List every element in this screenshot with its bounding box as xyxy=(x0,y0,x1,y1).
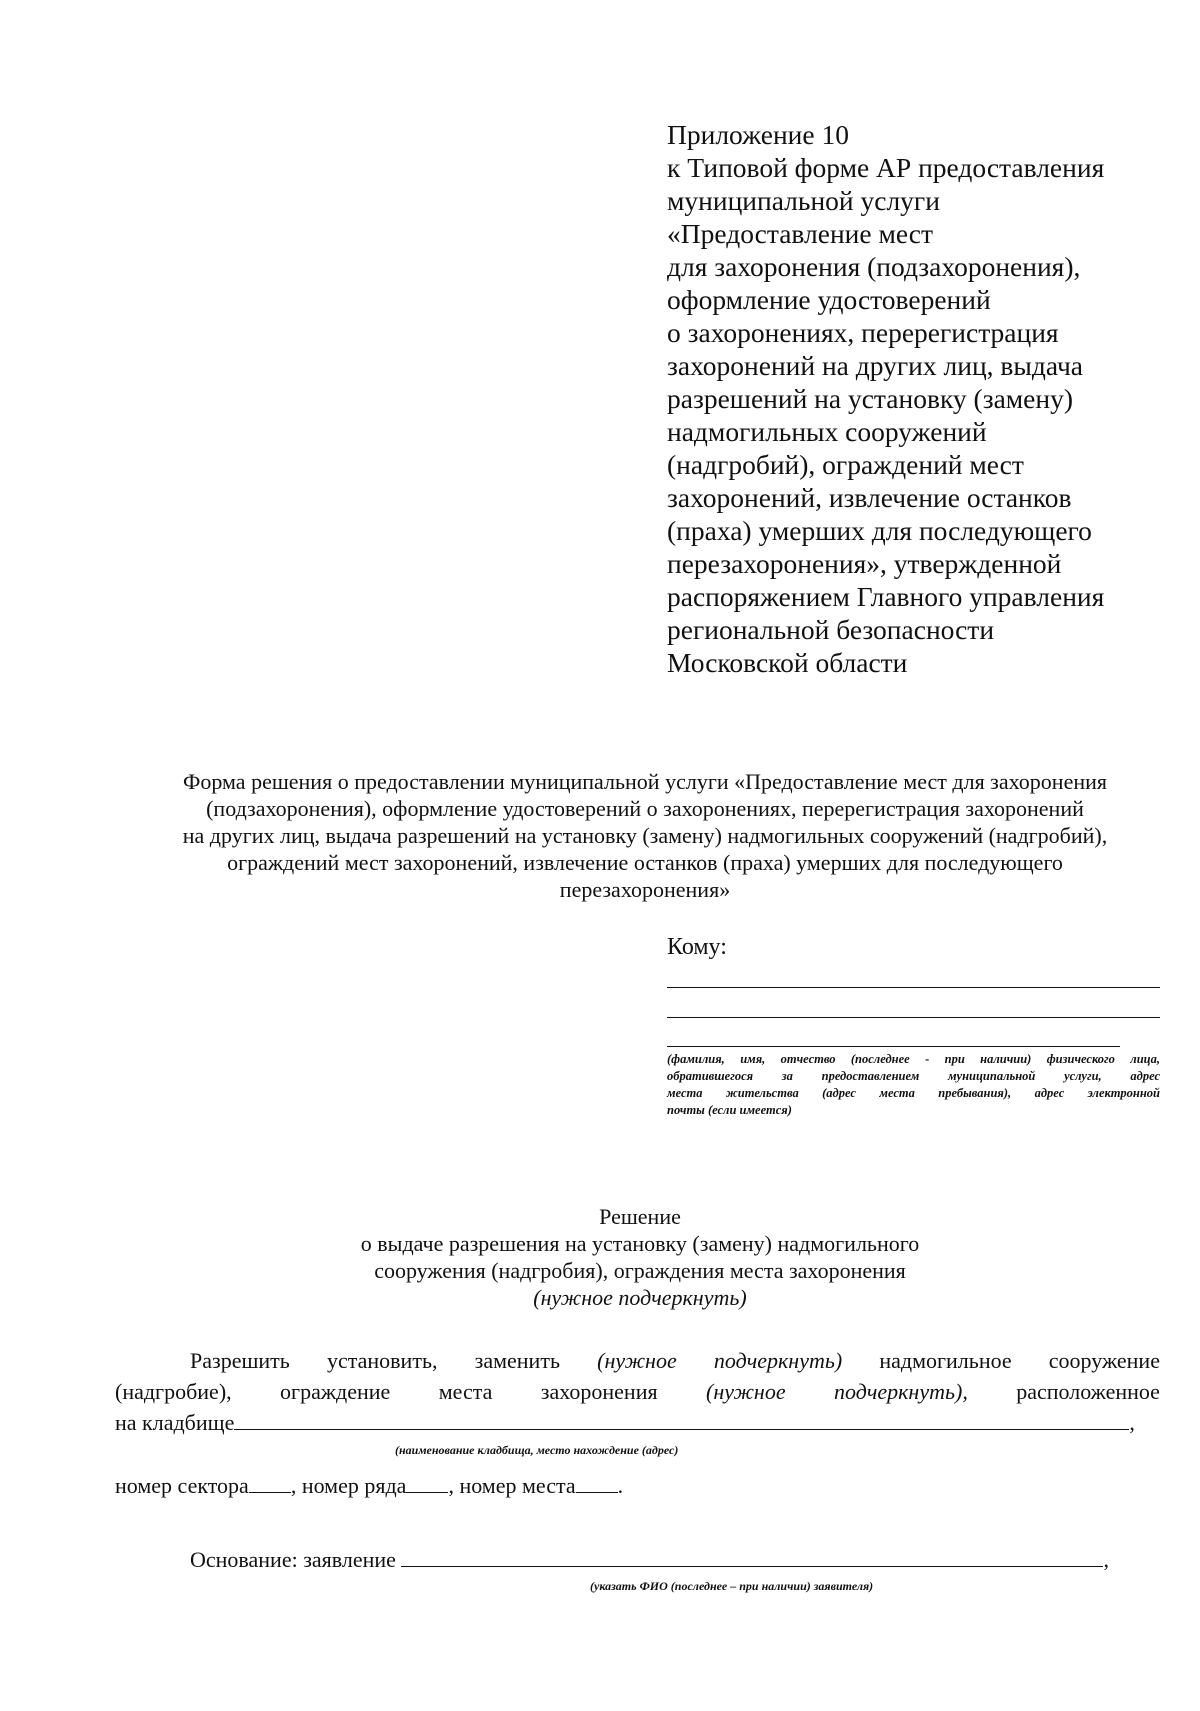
appendix-line: о захоронениях, перерегистрация xyxy=(667,317,1059,348)
appendix-line: Московской области xyxy=(667,647,908,678)
word: заменить xyxy=(474,1348,560,1373)
form-title-line: перезахоронения» xyxy=(559,877,731,902)
word: подчеркнуть) xyxy=(713,1348,843,1373)
decision-line: о выдаче разрешения на установку (замену) надмогильного xyxy=(360,1231,920,1256)
appendix-line: региональной безопасности xyxy=(667,614,995,645)
appendix-line: Приложение 10 xyxy=(667,119,849,150)
decision-title: Решение xyxy=(599,1204,681,1229)
appendix-line: перезахоронения», утвержденной xyxy=(667,548,1062,579)
recipient-label: Кому: xyxy=(667,934,727,960)
appendix-line: разрешений на установку (замену) xyxy=(667,383,1074,414)
word: подчеркнуть), xyxy=(834,1379,968,1404)
body-line-1 xyxy=(190,1346,1160,1376)
cemetery-caption: (наименование кладбища, место нахождение (адрес) xyxy=(395,1443,679,1457)
basis-label: Основание: заявление xyxy=(190,1547,396,1572)
appendix-line: муниципальной услуги xyxy=(667,185,940,216)
form-title-line: на других лиц, выдача разрешений на установку (замену) надмогильных сооружений (надгробий), xyxy=(182,823,1108,848)
decision-hint: (нужное подчеркнуть) xyxy=(533,1285,747,1310)
word: (нужное xyxy=(597,1348,677,1373)
recipient-line-3[interactable] xyxy=(667,1046,1120,1047)
appendix-line: распоряжением Главного управления xyxy=(667,581,1105,612)
comma: , xyxy=(1129,1410,1135,1435)
appendix-line: оформление удостоверений xyxy=(667,284,991,315)
recipient-line-2[interactable] xyxy=(667,1017,1160,1018)
period: . xyxy=(617,1473,624,1498)
word: установить, xyxy=(326,1348,438,1373)
body-line-2 xyxy=(115,1377,1160,1407)
place-label: , номер места xyxy=(448,1473,576,1498)
word: ограждение xyxy=(280,1379,391,1404)
appendix-header xyxy=(667,118,1187,679)
appendix-line: захоронений, извлечение останков xyxy=(667,482,1072,513)
sector-label: номер сектора xyxy=(115,1473,249,1498)
place-field[interactable] xyxy=(576,1472,618,1493)
word: надмогильное xyxy=(879,1348,1012,1373)
appendix-line: надмогильных сооружений xyxy=(667,416,987,447)
word: расположенное xyxy=(1016,1379,1160,1404)
form-title xyxy=(105,768,1185,903)
form-title-line: Форма решения о предоставлении муниципальной услуги «Предоставление мест для захоронения xyxy=(182,769,1108,794)
appendix-line: захоронений на других лиц, выдача xyxy=(667,350,1084,381)
appendix-line: для захоронения (подзахоронения), xyxy=(667,251,1081,282)
word: сооружение xyxy=(1048,1348,1160,1373)
cemetery-label: на кладбище xyxy=(115,1410,235,1435)
basis-line xyxy=(190,1545,1170,1575)
cemetery-line xyxy=(115,1408,1160,1438)
word: (надгробие), xyxy=(115,1379,232,1404)
appendix-line: «Предоставление мест xyxy=(667,218,933,249)
applicant-field[interactable] xyxy=(401,1546,1103,1567)
sector-field[interactable] xyxy=(249,1472,291,1493)
row-label: , номер ряда xyxy=(290,1473,407,1498)
word: Разрешить xyxy=(190,1348,290,1373)
word: места xyxy=(438,1379,493,1404)
appendix-line: (праха) умерших для последующего xyxy=(667,515,1092,546)
word: (нужное xyxy=(706,1379,786,1404)
form-title-line: (подзахоронения), оформление удостоверений о захоронениях, перерегистрация захоронений xyxy=(206,796,1084,821)
decision-heading xyxy=(190,1203,1090,1311)
appendix-line: к Типовой форме АР предоставления xyxy=(667,152,1105,183)
recipient-note xyxy=(667,1051,1160,1119)
location-line xyxy=(115,1471,1160,1501)
decision-line: сооружения (надгробия), ограждения места захоронения xyxy=(374,1258,906,1283)
recipient-note-line: места жительства (адрес места пребывания), адрес электронной xyxy=(667,1086,1160,1100)
comma: , xyxy=(1103,1547,1109,1572)
row-field[interactable] xyxy=(406,1472,448,1493)
form-title-line: ограждений мест захоронений, извлечение останков (праха) умерших для последующего xyxy=(227,850,1063,875)
cemetery-field[interactable] xyxy=(234,1409,1129,1430)
recipient-line-1[interactable] xyxy=(667,987,1160,988)
applicant-caption: (указать ФИО (последнее – при наличии) заявителя) xyxy=(590,1579,874,1593)
recipient-note-line: почты (если имеется) xyxy=(667,1103,792,1117)
recipient-note-line: (фамилия, имя, отчество (последнее - при наличии) физического лица, xyxy=(667,1052,1160,1066)
word: захоронения xyxy=(540,1379,658,1404)
appendix-line: (надгробий), ограждений мест xyxy=(667,449,1024,480)
recipient-note-line: обратившегося за предоставлением муниципальной услуги, адрес xyxy=(667,1069,1160,1083)
